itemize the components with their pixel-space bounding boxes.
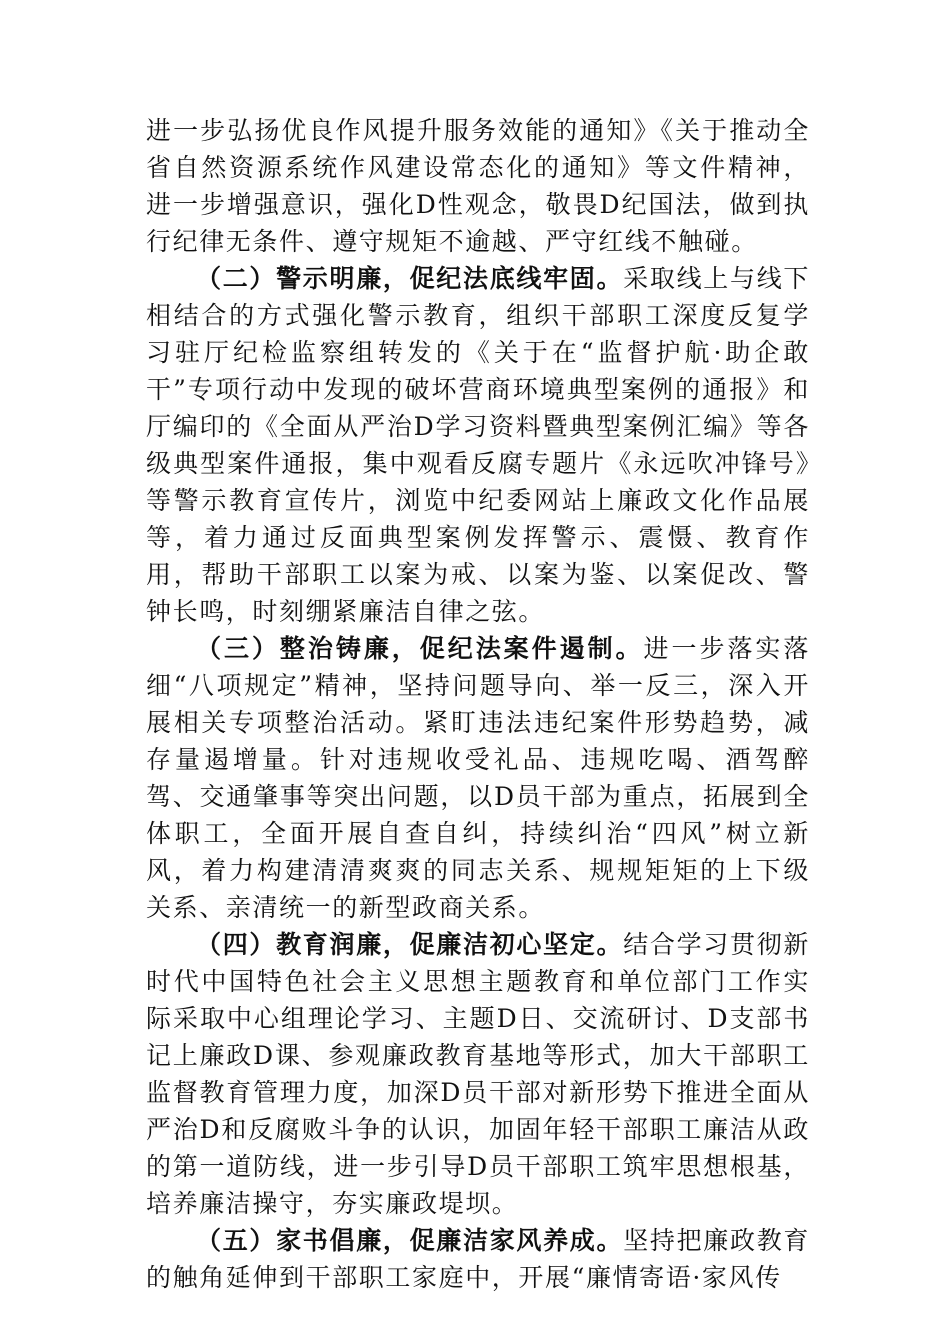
- paragraph-heading: （五）家书倡廉，促廉洁家风养成。: [196, 1226, 624, 1255]
- paragraph-text: 进一步弘扬优良作风提升服务效能的通知》《关于推动全省自然资源系统作风建设常态化的通知》等文件精神，进一步增强意识，强化D性观念，敬畏D纪国法，做到执行纪律无条件、遵守规矩不逾越、严守红线不触碰。: [146, 116, 810, 256]
- paragraph-heading: （三）整治铸廉，促纪法案件遏制。: [196, 634, 644, 663]
- paragraph-section-3: [146, 630, 810, 926]
- paragraph-text: 采取线上与线下相结合的方式强化警示教育，组织干部职工深度反复学习驻厅纪检监察组转发的《关于在“监督护航·助企敢干”专项行动中发现的破坏营商环境典型案例的通报》和厅编印的《全面从严治D学习资料暨典型案例汇编》等各级典型案件通报，集中观看反腐专题片《永远吹冲锋号》等警示教育宣传片，浏览中纪委网站上廉政文化作品展等，着力通过反面典型案例发挥警示、震慑、教育作用，帮助干部职工以案为戒、以案为鉴、以案促改、警钟长鸣，时刻绷紧廉洁自律之弦。: [146, 264, 811, 626]
- paragraph-section-4: [146, 926, 810, 1222]
- paragraph-continued: [146, 112, 810, 260]
- paragraph-text: 坚持把廉政教育的触角延伸到干部职工家庭中，开展“廉情寄语·家风传: [146, 1226, 811, 1292]
- paragraph-section-5: [146, 1222, 810, 1296]
- paragraph-section-2: [146, 260, 810, 630]
- paragraph-text: 结合学习贯彻新时代中国特色社会主义思想主题教育和单位部门工作实际采取中心组理论学习、主题D日、交流研讨、D支部书记上廉政D课、参观廉政教育基地等形式，加大干部职工监督教育管理力度，加深D员干部对新形势下推进全面从严治D和反腐败斗争的认识，加固年轻干部职工廉洁从政的第一道防线，进一步引导D员干部职工筑牢思想根基，培养廉洁操守，夯实廉政堤坝。: [146, 930, 811, 1218]
- document-body: [146, 112, 810, 1296]
- paragraph-heading: （二）警示明廉，促纪法底线牢固。: [196, 264, 624, 293]
- paragraph-text: 进一步落实落细“八项规定”精神，坚持问题导向、举一反三，深入开展相关专项整治活动。紧盯违法违纪案件形势趋势，减存量遏增量。针对违规收受礼品、违规吃喝、酒驾醉驾、交通肇事等突出问题，以D员干部为重点，拓展到全体职工，全面开展自查自纠，持续纠治“四风”树立新风，着力构建清清爽爽的同志关系、规规矩矩的上下级关系、亲清统一的新型政商关系。: [146, 634, 810, 922]
- paragraph-heading: （四）教育润廉，促廉洁初心坚定。: [196, 930, 624, 959]
